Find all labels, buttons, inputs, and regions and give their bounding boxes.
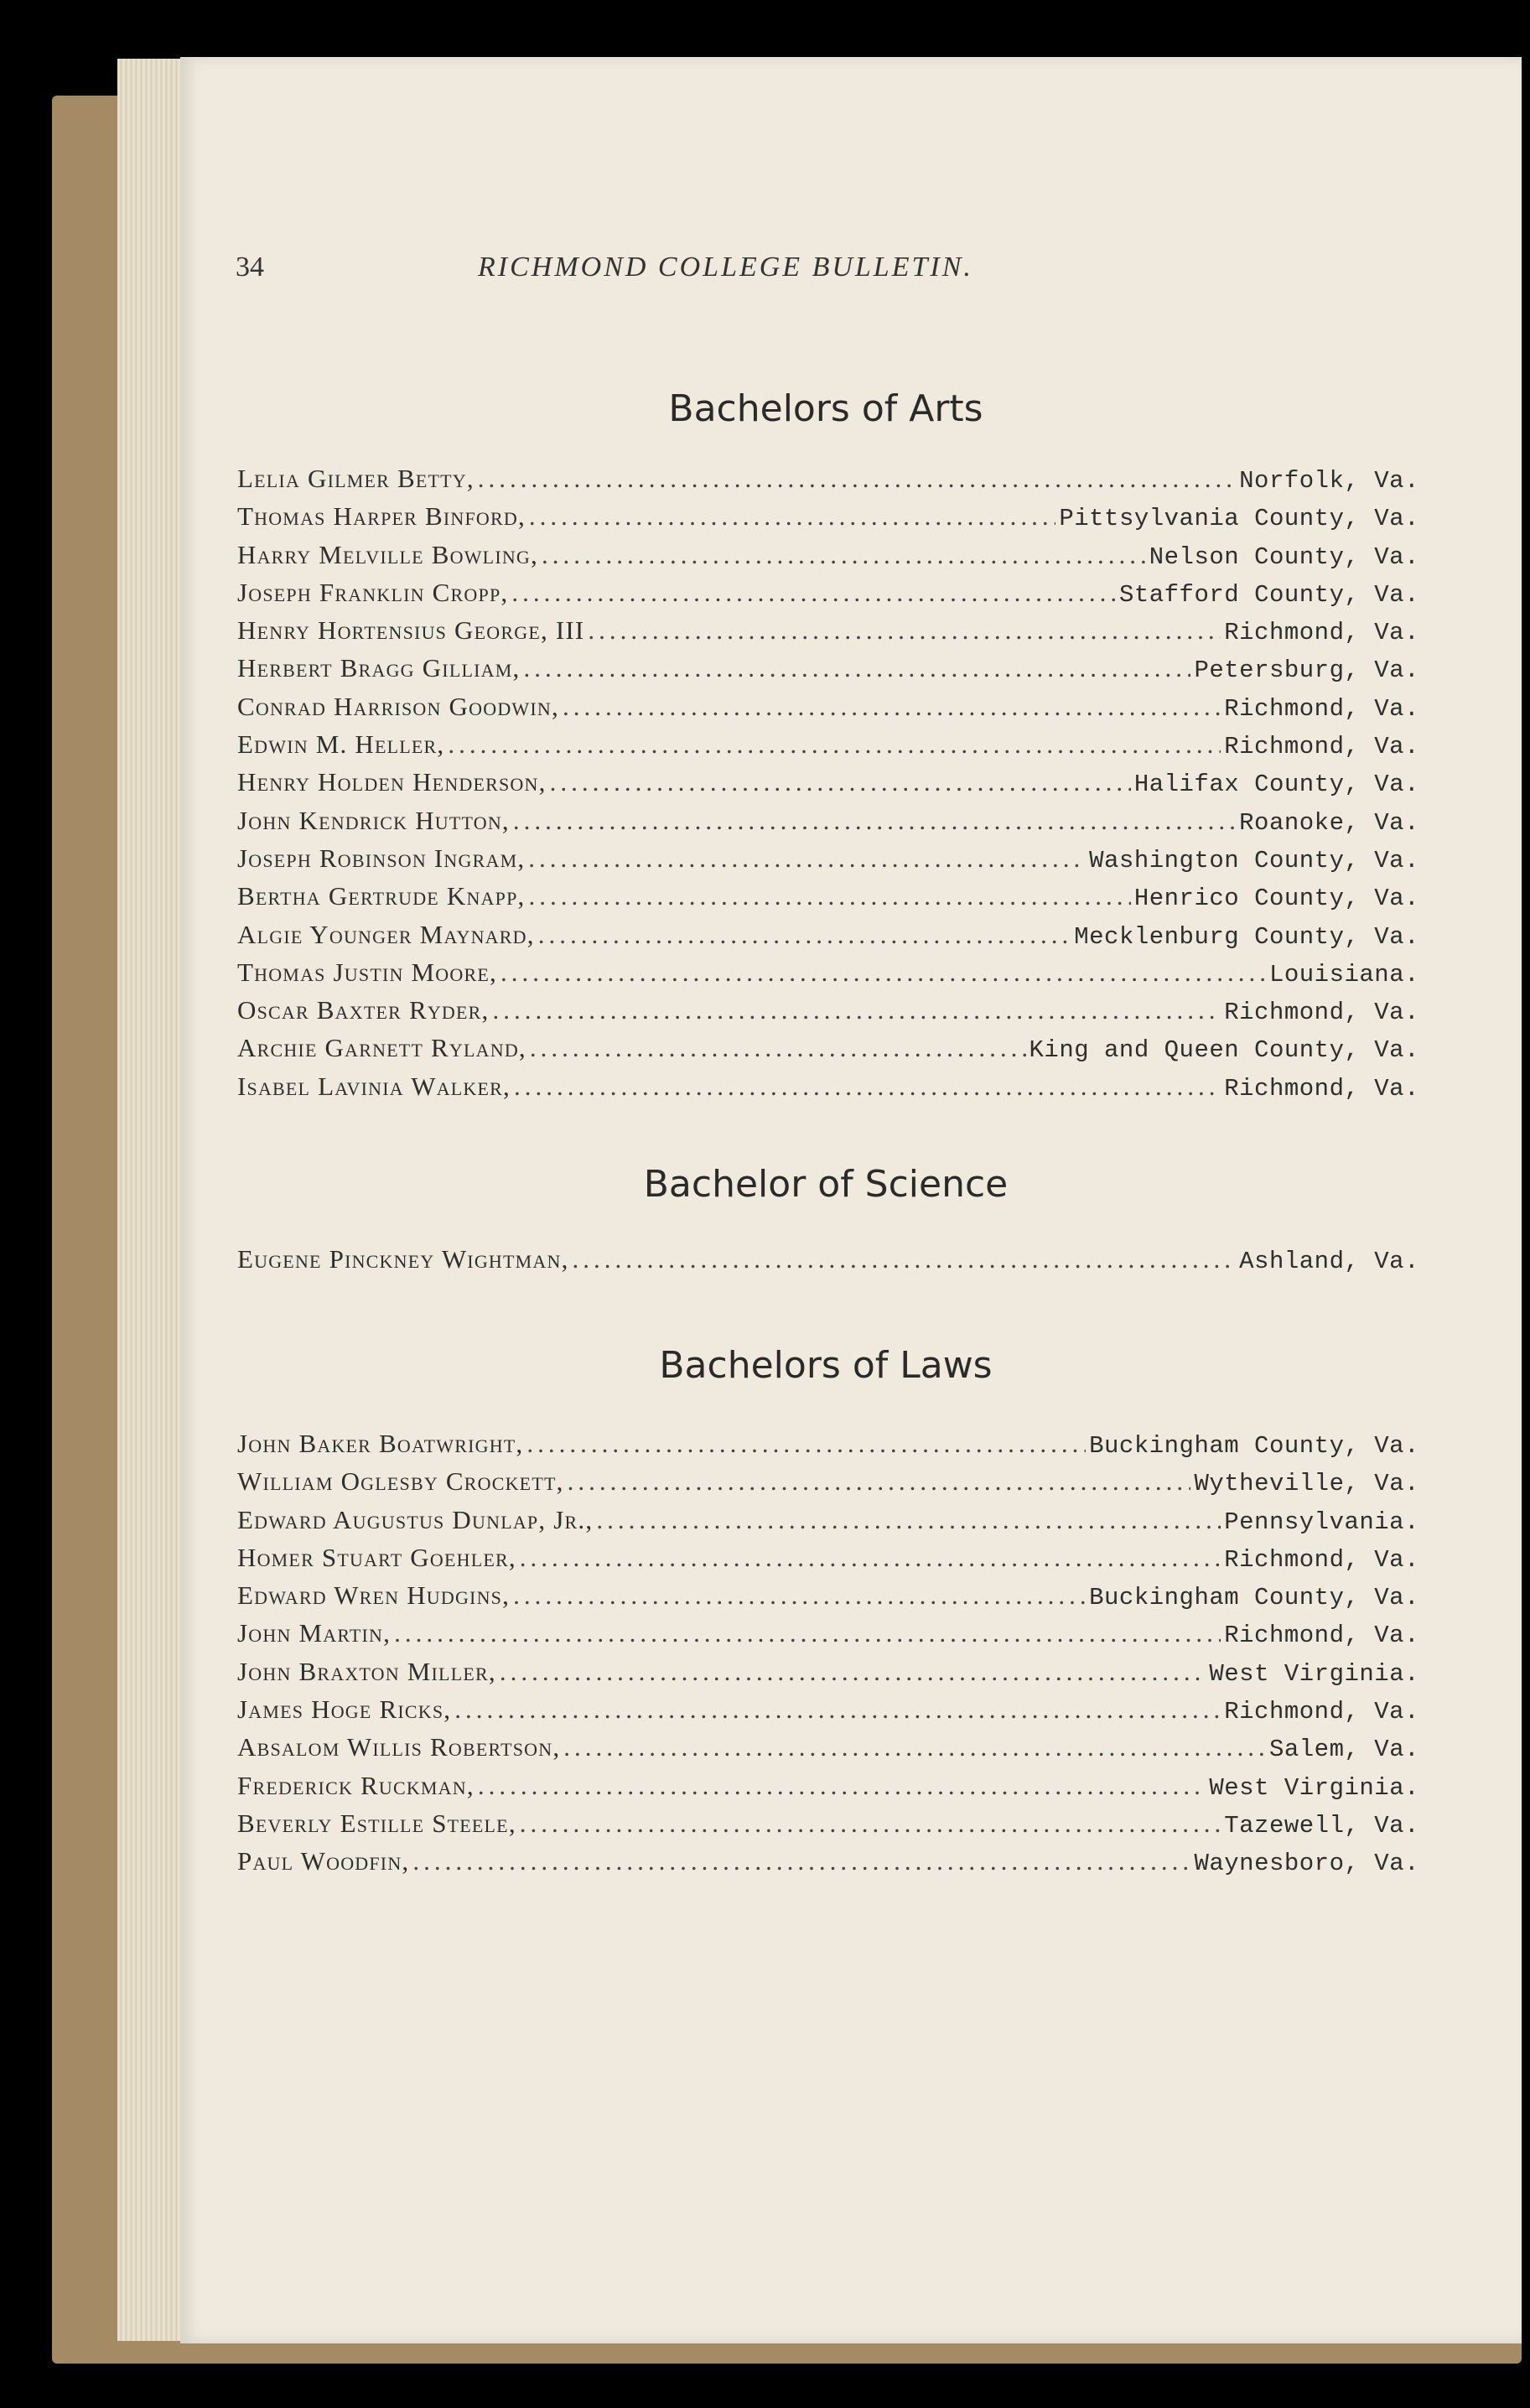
graduate-entry <box>237 1657 1419 1694</box>
dot-leader <box>513 1580 1086 1611</box>
graduate-entry <box>237 995 1419 1033</box>
graduate-hometown: Richmond, Va. <box>1224 1622 1419 1650</box>
graduate-hometown: Henrico County, Va. <box>1133 885 1419 913</box>
dot-leader <box>500 957 1266 988</box>
graduate-name: Lelia Gilmer Betty, <box>237 464 475 493</box>
dot-leader <box>454 1694 1221 1725</box>
graduate-name: Paul Woodfin, <box>237 1846 410 1876</box>
dot-leader <box>412 1846 1190 1876</box>
graduate-hometown: Louisiana. <box>1268 960 1419 989</box>
graduate-name: Edwin M. Heller, <box>237 729 445 760</box>
graduate-entry <box>237 1033 1419 1071</box>
graduate-name: Edward Wren Hudgins, <box>237 1580 511 1611</box>
section-heading-laws: Bachelors of Laws <box>659 1344 993 1387</box>
dot-leader <box>511 578 1116 608</box>
graduate-hometown: Washington County, Va. <box>1089 846 1419 874</box>
dot-leader <box>514 1072 1221 1102</box>
graduate-entry <box>237 501 1419 539</box>
dot-leader <box>523 653 1190 683</box>
entries-arts <box>237 464 1419 1109</box>
graduate-name: Beverly Estille Steele, <box>237 1808 516 1838</box>
dot-leader <box>550 767 1131 797</box>
graduate-entry <box>237 540 1419 578</box>
graduate-entry <box>237 957 1419 995</box>
dot-leader <box>529 501 1055 532</box>
graduate-name: Conrad Harrison Goodwin, <box>237 691 559 721</box>
dot-leader <box>526 1429 1086 1459</box>
graduate-entry <box>237 464 1419 501</box>
graduate-hometown: West Virginia. <box>1209 1773 1419 1802</box>
graduate-hometown: Nelson County, Va. <box>1149 542 1419 571</box>
bulletin-title: RICHMOND COLLEGE BULLETIN. <box>478 252 973 283</box>
graduate-entry <box>237 1466 1419 1504</box>
graduate-name: Henry Holden Henderson, <box>237 767 547 797</box>
graduate-hometown: Richmond, Va. <box>1224 694 1419 723</box>
graduate-hometown: Richmond, Va. <box>1224 1545 1419 1574</box>
graduate-name: Homer Stuart Goehler, <box>237 1542 516 1572</box>
section-heading-science: Bachelor of Science <box>643 1163 1009 1206</box>
graduate-entry <box>237 729 1419 767</box>
entries-laws <box>237 1429 1419 1885</box>
graduate-entry <box>237 1809 1419 1846</box>
dot-leader <box>528 881 1130 911</box>
graduate-entry <box>237 1694 1419 1732</box>
graduate-name: Frederick Ruckman, <box>237 1770 475 1800</box>
dot-leader <box>568 1466 1191 1497</box>
dot-leader <box>500 1657 1206 1687</box>
graduate-name: Joseph Robinson Ingram, <box>237 843 526 873</box>
graduate-entry <box>237 1543 1419 1580</box>
graduate-hometown: Buckingham County, Va. <box>1089 1432 1419 1460</box>
graduate-hometown: Tazewell, Va. <box>1224 1811 1419 1840</box>
graduate-entry <box>237 920 1419 957</box>
dot-leader <box>563 692 1221 722</box>
dot-leader <box>573 1244 1237 1274</box>
graduate-entry <box>237 806 1419 843</box>
graduate-hometown: Richmond, Va. <box>1224 999 1419 1027</box>
dot-leader <box>530 1033 1026 1063</box>
graduate-hometown: Pittsylvania County, Va. <box>1059 505 1419 533</box>
graduate-name: Isabel Lavinia Walker, <box>237 1071 511 1101</box>
graduate-entry <box>237 1429 1419 1466</box>
graduate-hometown: Norfolk, Va. <box>1239 467 1419 495</box>
dot-leader <box>478 1771 1206 1801</box>
dot-leader <box>520 1809 1221 1839</box>
graduate-entry <box>237 1846 1419 1884</box>
dot-leader <box>478 464 1236 494</box>
graduate-entry <box>237 1505 1419 1543</box>
graduate-entry <box>237 653 1419 691</box>
graduate-hometown: Richmond, Va. <box>1224 733 1419 761</box>
dot-leader <box>448 729 1221 760</box>
page-number: 34 <box>236 252 264 283</box>
graduate-name: Henry Hortensius George, III <box>237 615 585 646</box>
dot-leader <box>588 615 1221 646</box>
graduate-entry <box>237 881 1419 919</box>
entries-science <box>237 1244 1419 1282</box>
graduate-name: John Kendrick Hutton, <box>237 805 510 835</box>
graduate-entry <box>237 843 1419 881</box>
dot-leader <box>513 806 1236 836</box>
dot-leader <box>563 1732 1266 1762</box>
graduate-hometown: Richmond, Va. <box>1224 619 1419 647</box>
dot-leader <box>528 843 1086 874</box>
graduate-hometown: Roanoke, Va. <box>1239 808 1419 837</box>
graduate-hometown: Pennsylvania. <box>1224 1508 1419 1536</box>
graduate-hometown: Richmond, Va. <box>1224 1074 1419 1103</box>
graduate-name: Oscar Baxter Ryder, <box>237 995 490 1025</box>
running-head <box>0 252 1530 302</box>
graduate-hometown: Halifax County, Va. <box>1133 771 1419 799</box>
graduate-hometown: Stafford County, Va. <box>1118 580 1419 609</box>
graduate-name: Bertha Gertrude Knapp, <box>237 881 526 911</box>
graduate-entry <box>237 1244 1419 1282</box>
graduate-entry <box>237 1771 1419 1809</box>
graduate-name: John Baker Boatwright, <box>237 1429 524 1458</box>
graduate-entry <box>237 1732 1419 1770</box>
graduate-name: John Martin, <box>237 1618 392 1648</box>
dot-leader <box>520 1543 1221 1573</box>
dot-leader <box>394 1618 1221 1648</box>
graduate-hometown: Wytheville, Va. <box>1194 1470 1419 1498</box>
graduate-hometown: Ashland, Va. <box>1239 1248 1419 1275</box>
dot-leader <box>492 995 1221 1025</box>
graduate-name: Joseph Franklin Cropp, <box>237 577 509 607</box>
dot-leader <box>596 1505 1221 1535</box>
graduate-entry <box>237 1618 1419 1656</box>
graduate-entry <box>237 767 1419 805</box>
graduate-name: William Oglesby Crockett, <box>237 1466 564 1497</box>
graduate-name: Algie Younger Maynard, <box>237 919 535 949</box>
graduate-name: Eugene Pinckney Wightman, <box>237 1244 569 1274</box>
graduate-entry <box>237 1072 1419 1109</box>
dot-leader <box>538 920 1071 950</box>
graduate-name: Archie Garnett Ryland, <box>237 1033 526 1063</box>
graduate-hometown: Salem, Va. <box>1268 1736 1419 1764</box>
graduate-name: James Hoge Ricks, <box>237 1694 452 1725</box>
dot-leader <box>542 540 1146 570</box>
graduate-hometown: Mecklenburg County, Va. <box>1074 922 1419 951</box>
graduate-name: Thomas Harper Binford, <box>237 501 526 532</box>
graduate-name: Herbert Bragg Gilliam, <box>237 653 521 683</box>
section-heading-arts: Bachelors of Arts <box>668 387 983 430</box>
graduate-entry <box>237 1580 1419 1618</box>
graduate-name: John Braxton Miller, <box>237 1656 496 1686</box>
graduate-hometown: King and Queen County, Va. <box>1029 1036 1419 1065</box>
graduate-entry <box>237 578 1419 615</box>
graduate-hometown: Buckingham County, Va. <box>1089 1584 1419 1612</box>
graduate-hometown: Waynesboro, Va. <box>1194 1850 1419 1878</box>
graduate-entry <box>237 692 1419 729</box>
graduate-name: Thomas Justin Moore, <box>237 957 497 987</box>
graduate-hometown: West Virginia. <box>1209 1659 1419 1688</box>
graduate-hometown: Petersburg, Va. <box>1194 656 1419 685</box>
graduate-name: Absalom Willis Robertson, <box>237 1732 561 1762</box>
graduate-hometown: Richmond, Va. <box>1224 1698 1419 1726</box>
graduate-name: Edward Augustus Dunlap, Jr., <box>237 1504 594 1534</box>
graduate-entry <box>237 615 1419 653</box>
graduate-name: Harry Melville Bowling, <box>237 539 538 569</box>
